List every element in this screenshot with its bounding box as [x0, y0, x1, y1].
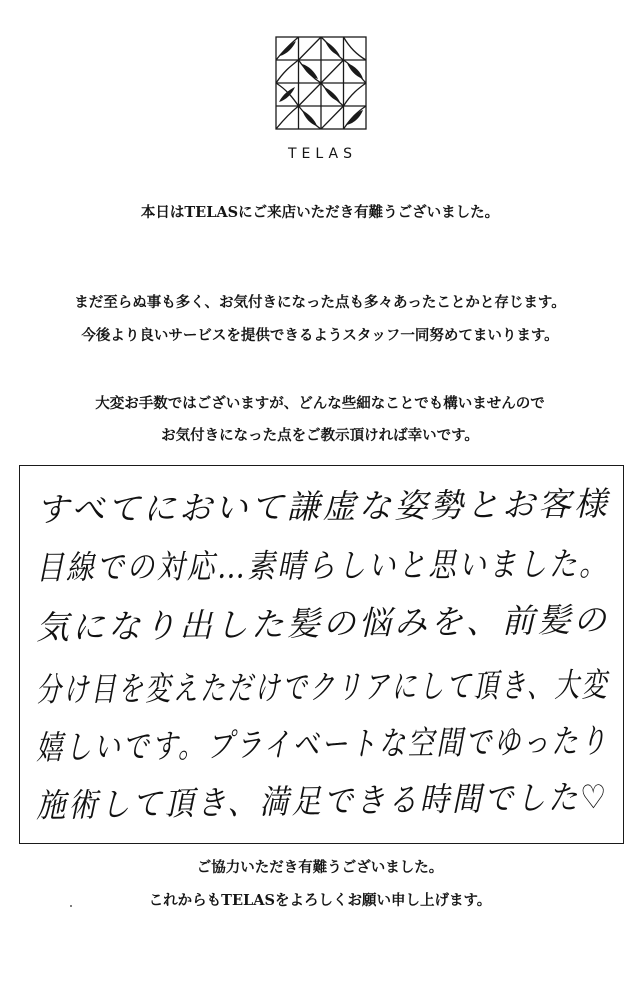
- message-line-3: 大変お手数ではございますが、どんな些細なことでも構いませんので: [95, 395, 545, 412]
- message-line-4: お気付きになった点をご教示頂ければ幸いです。: [161, 427, 479, 444]
- message-line-2: 今後より良いサービスを提供できるようスタッフ一同努めてまいります。: [81, 327, 559, 344]
- telas-logo-icon: [275, 36, 367, 130]
- handwritten-line-4: 分け目を変えただけでクリアにして頂き、大変: [35, 665, 609, 709]
- brand-name: TELAS: [288, 146, 357, 162]
- handwritten-line-1: すべてにおいて謙虚な姿勢とお客様: [35, 483, 610, 529]
- handwritten-line-6: 施術して頂き、満足できる時間でした♡: [35, 776, 610, 825]
- message-line-1: まだ至らぬ事も多く、お気付きになった点も多々あったことかと存じます。: [74, 294, 566, 311]
- handwritten-line-3: 気になり出した髪の悩みを、前髪の: [35, 599, 610, 647]
- scan-speck: [70, 905, 72, 907]
- handwritten-line-5: 嬉しいです。プライベートな空間でゆったり: [35, 721, 610, 767]
- handwritten-comment-box: [19, 465, 624, 844]
- closing-line-2: これからもTELASをよろしくお願い申し上げます。: [148, 892, 492, 909]
- handwritten-line-2: 目線での対応…素晴らしいと思いました。: [35, 543, 610, 587]
- closing-line-1: ご協力いただき有難うございました。: [196, 859, 444, 876]
- greeting-text: 本日はTELASにご来店いただき有難うございました。: [140, 204, 500, 221]
